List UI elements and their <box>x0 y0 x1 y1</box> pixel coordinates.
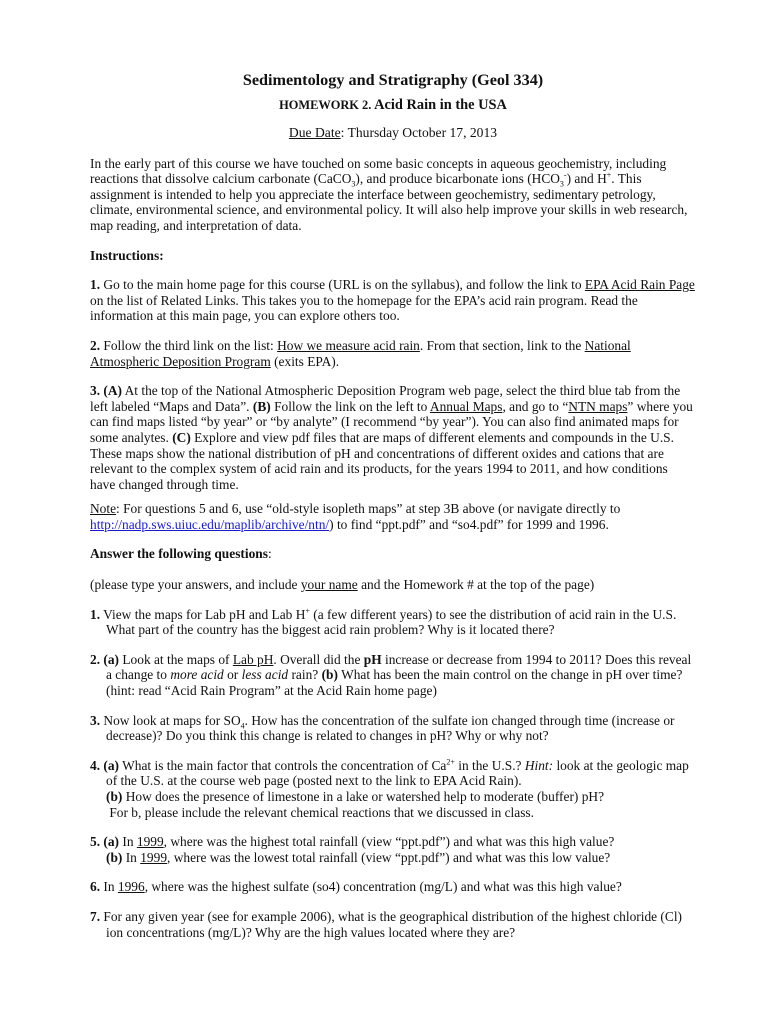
instruction-3 <box>90 383 696 492</box>
part-label: (b) <box>321 667 338 683</box>
part-label: (a) <box>103 757 120 773</box>
part-label: (b) <box>106 849 123 865</box>
question-text: Look at the maps of <box>119 651 233 667</box>
part-label: (C) <box>172 429 191 445</box>
question-text: In <box>119 834 137 850</box>
part-label: (B) <box>252 398 271 414</box>
nadp-link[interactable]: National Atmospheric Deposition Program <box>90 337 631 369</box>
homework-number: HOMEWORK 2. <box>279 98 372 112</box>
answer-heading-text: Answer the following questions <box>90 546 268 562</box>
question-text: For any given year (see for example 2006), what is the geographical distribution of the highest chloride (Cl) ion concentrations (mg/L)? Why are the high values located where they are? <box>100 908 683 940</box>
subscript: 3 <box>351 179 356 189</box>
question-number: 5. <box>90 834 101 850</box>
question-number: 4. <box>90 757 101 773</box>
question-5 <box>90 834 696 865</box>
ntn-maps-link[interactable]: NTN maps <box>568 398 628 414</box>
instruction-1 <box>90 277 696 324</box>
instruction-text: on the list of Related Links. This takes you to the homepage for the EPA’s acid rain program. Read the information at this main page, you can explore others too. <box>90 292 638 324</box>
question-number: 1. <box>90 606 101 622</box>
part-label: (A) <box>103 383 122 399</box>
question-7 <box>90 909 696 940</box>
question-3 <box>90 713 696 744</box>
instruction-text: Follow the link on the left to <box>270 398 430 414</box>
question-text: What is the main factor that controls the concentration of Ca <box>119 757 447 773</box>
intro-text: ), and produce bicarbonate ions (HCO <box>355 171 560 187</box>
instruction-text: Explore and view pdf files that are maps of different elements and compounds in the U.S. These maps show the national distribution of pH and concentrations of different oxides and cations that are relevant to the complex system of acid rain and its products, for the years 1994 to 2011, and how conditions have changed through time. <box>90 429 674 492</box>
italic-term: less acid <box>241 667 289 683</box>
question-text: In <box>122 849 141 865</box>
question-text: . Overall did the <box>273 651 364 667</box>
please-text: and the Homework # at the top of the page) <box>357 577 595 593</box>
course-title: Sedimentology and Stratigraphy (Geol 334) <box>242 71 544 89</box>
please-text: (please type your answers, and include <box>90 577 301 593</box>
question-text: In <box>100 879 118 895</box>
question-text: increase or decrease from 1994 to 2011? Does this reveal a change to <box>106 651 692 683</box>
superscript: - <box>563 170 567 180</box>
question-number: 2. <box>90 651 101 667</box>
note-label: Note <box>90 501 117 517</box>
bold-term: pH <box>363 651 382 667</box>
question-text: , where was the highest sulfate (so4) concentration (mg/L) and what was this high value? <box>144 879 622 895</box>
instructions-heading: Instructions: <box>90 247 164 263</box>
superscript: + <box>606 170 612 180</box>
note-text: : For questions 5 and 6, use “old-style isopleth maps” at step 3B above (or navigate directly to <box>116 501 621 517</box>
instruction-2 <box>90 338 696 369</box>
measure-acid-rain-link[interactable]: How we measure acid rain <box>277 337 420 353</box>
question-text: in the U.S.? <box>454 757 525 773</box>
question-4 <box>90 758 696 820</box>
epa-acid-rain-link[interactable]: EPA Acid Rain Page <box>584 277 695 293</box>
underlined-year: 1999 <box>136 834 164 850</box>
question-text: How does the presence of limestone in a lake or watershed help to moderate (buffer) pH? <box>122 789 605 804</box>
answer-heading <box>90 546 696 562</box>
question-text: , where was the highest total rainfall (view “ppt.pdf”) and what was this high value? <box>163 834 615 850</box>
intro-text: In the early part of this course we have touched on some basic concepts in aqueous geochemistry, including reactions that dissolve calcium carbonate (CaCO <box>90 155 667 187</box>
annual-maps-link[interactable]: Annual Maps <box>429 398 503 414</box>
question-text: , where was the lowest total rainfall (view “ppt.pdf”) and what was this low value? <box>167 849 611 865</box>
italic-term: more acid <box>170 667 224 683</box>
instruction-number: 2. <box>90 337 101 353</box>
nadp-archive-url-link[interactable]: http://nadp.sws.uiuc.edu/maplib/archive/ntn/ <box>90 516 330 532</box>
part-label: (b) <box>106 789 123 804</box>
question-number: 3. <box>90 712 101 728</box>
instruction-text: , and go to “ <box>502 398 569 414</box>
instruction-text: Follow the third link on the list: <box>100 337 278 353</box>
due-date <box>90 125 696 141</box>
question-number: 6. <box>90 879 101 895</box>
underlined-term: Lab pH <box>232 651 274 667</box>
note-text: ) to find “ppt.pdf” and “so4.pdf” for 1999 and 1996. <box>329 516 609 532</box>
instruction-text: ” where you can find maps listed “by year” or “by analyte” (I recommend “by year”). You can also find animated maps for some analytes. <box>90 398 693 445</box>
question-text: For b, please include the relevant chemical reactions that we discussed in class. <box>109 804 534 820</box>
subscript: 4 <box>240 721 245 731</box>
answer-heading-colon: : <box>267 546 272 562</box>
due-date-label: Due Date <box>288 125 341 140</box>
intro-text: ) and H <box>566 171 607 187</box>
instruction-text: (exits EPA). <box>270 353 340 369</box>
instruction-number: 1. <box>90 277 101 293</box>
question-text: . How has the concentration of the sulfate ion changed through time (increase or decrease)? Do you think this change is related to changes in pH? Why or why not? <box>106 712 675 744</box>
question-text: (a few different years) to see the distribution of acid rain in the U.S. What part of the country has the biggest acid rain problem? Why is it located there? <box>106 606 677 638</box>
homework-topic: Acid Rain in the USA <box>374 97 507 113</box>
homework-title <box>90 96 696 114</box>
question-text: rain? <box>288 667 322 683</box>
question-text: Now look at maps for SO <box>100 712 241 728</box>
question-text: or <box>223 667 242 683</box>
instruction-number: 3. <box>90 383 101 399</box>
part-label: (a) <box>103 834 120 850</box>
question-text: look at the geologic map of the U.S. at the course web page (posted next to the link to EPA Acid Rain). <box>106 757 689 789</box>
question-6 <box>90 879 696 895</box>
underlined-year: 1996 <box>117 879 145 895</box>
question-number: 7. <box>90 908 101 924</box>
instruction-text: At the top of the National Atmospheric Deposition Program web page, select the third blue tab from the left labeled “Maps and Data”. <box>90 383 681 414</box>
please-note <box>90 577 696 593</box>
instruction-text: Go to the main home page for this course (URL is on the syllabus), and follow the link to <box>100 277 585 293</box>
question-text: View the maps for Lab pH and Lab H <box>100 606 306 622</box>
question-text: What has been the main control on the change in pH over time? (hint: read “Acid Rain Program” at the Acid Rain home page) <box>106 667 683 699</box>
intro-paragraph <box>90 156 696 234</box>
please-underlined: your name <box>300 577 358 593</box>
hint-label: Hint: <box>524 757 554 773</box>
question-1 <box>90 607 696 638</box>
part-label: (a) <box>103 651 120 667</box>
due-date-value: : Thursday October 17, 2013 <box>340 125 498 140</box>
superscript: + <box>305 606 310 616</box>
question-2 <box>90 652 696 699</box>
underlined-year: 1999 <box>140 849 168 865</box>
instruction-text: . From that section, link to the <box>419 337 585 353</box>
subscript: 3 <box>559 179 564 189</box>
superscript: 2+ <box>446 757 455 767</box>
note-paragraph <box>90 501 696 532</box>
intro-text: . This assignment is intended to help you appreciate the interface between geochemistry, sedimentary petrology, climate, environmental science, and environmental policy. It will also help improve your skills in web research, map reading, and interpretation of data. <box>90 171 688 233</box>
homework-document <box>90 70 696 940</box>
